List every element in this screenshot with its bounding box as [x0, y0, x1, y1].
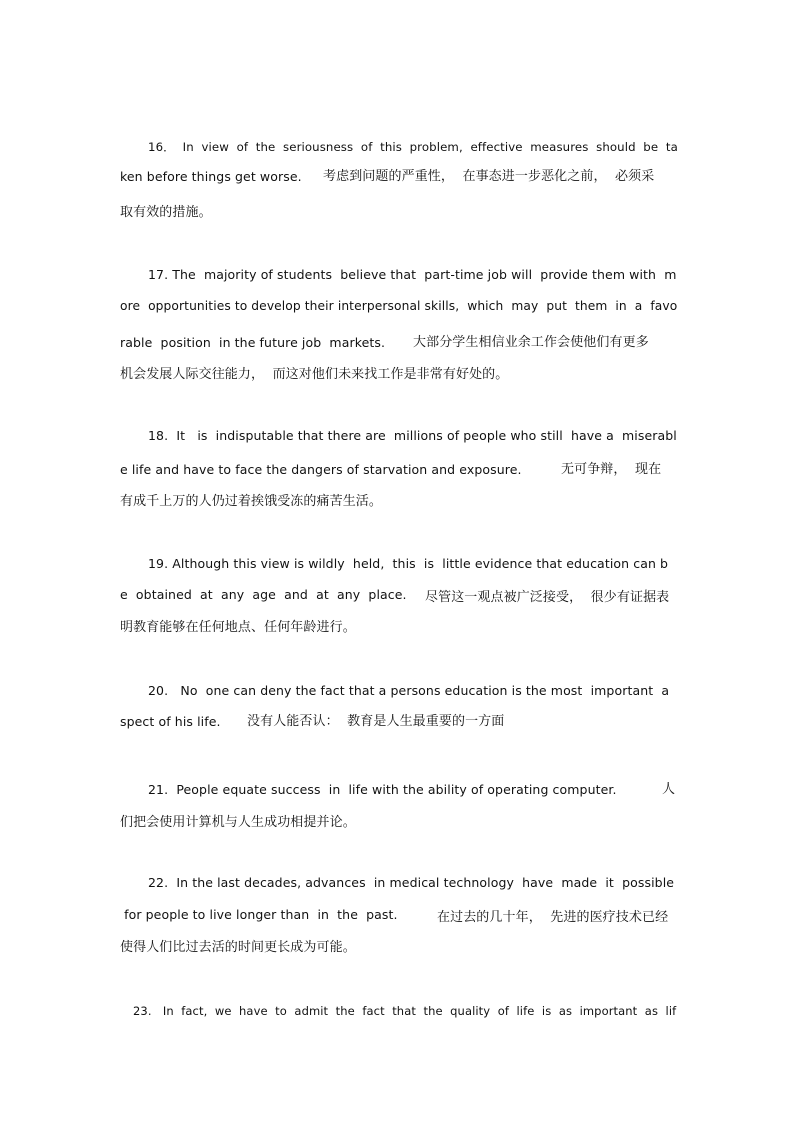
chinese-translation: 人	[662, 782, 676, 797]
english-line: e life and have to face the dangers of starvation and exposure.	[120, 462, 522, 477]
chinese-translation: 们把会使用计算机与人生成功相提并论。	[120, 815, 356, 830]
chinese-translation: 有成千上万的人仍过着挨饿受冻的痛苦生活。	[120, 494, 383, 509]
chinese-translation: 使得人们比过去活的时间更长成为可能。	[120, 940, 356, 955]
english-line: 19. Although this view is wildly held, this is little evidence that education can b	[148, 556, 669, 571]
chinese-translation: 机会发展人际交往能力， 而这对他们未来找工作是非常有好处的。	[120, 367, 509, 382]
english-line: 16． In view of the seriousness of this problem, effective measures should be ta	[148, 140, 678, 154]
english-line: spect of his life.	[120, 714, 221, 729]
chinese-translation: 大部分学生相信业余工作会使他们有更多	[413, 335, 649, 350]
chinese-translation: 没有人能否认： 教育是人生最重要的一方面	[247, 714, 505, 729]
chinese-translation: 明教育能够在任何地点、任何年龄进行。	[120, 620, 356, 635]
chinese-translation: 尽管这一观点被广泛接受， 很少有证据表	[425, 590, 670, 605]
english-line: 20. No one can deny the fact that a persons education is the most important a	[148, 683, 670, 698]
english-line: e obtained at any age and at any place.	[120, 587, 407, 602]
english-line: 17. The majority of students believe that part-time job will provide them with m	[148, 267, 677, 282]
english-line: ken before things get worse.	[120, 169, 302, 184]
english-line: for people to live longer than in the past.	[120, 907, 398, 922]
english-line: ore opportunities to develop their interpersonal skills, which may put them in a favo	[120, 299, 678, 313]
english-line: 18. It is indisputable that there are millions of people who still have a miserabl	[148, 428, 677, 443]
english-line: 21. People equate success in life with the ability of operating computer.	[148, 782, 617, 797]
chinese-translation: 无可争辩， 现在	[561, 462, 662, 477]
english-line: rable position in the future job markets.	[120, 335, 386, 350]
chinese-translation: 在过去的几十年， 先进的医疗技术已经	[437, 910, 669, 925]
english-line: 22. In the last decades, advances in medical technology have made it possible	[148, 875, 675, 890]
english-line: 23. In fact, we have to admit the fact that the quality of life is as important as lif	[133, 1004, 677, 1018]
chinese-translation: 取有效的措施。	[120, 205, 212, 220]
chinese-translation: 考虑到问题的严重性， 在事态进一步恶化之前， 必须采	[323, 169, 655, 184]
